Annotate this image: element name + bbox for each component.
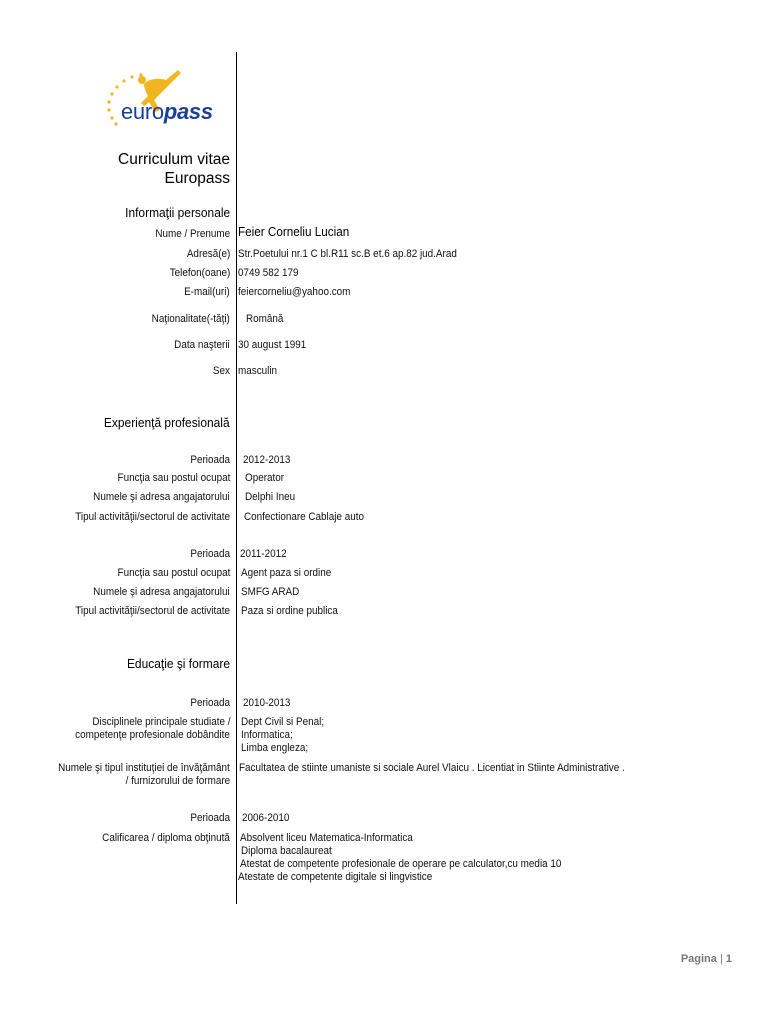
value-nationality: Română <box>246 313 284 325</box>
page-label: Pagina <box>680 953 717 965</box>
page-number: 1 <box>725 953 732 965</box>
label-address: Adresă(e) <box>186 248 230 260</box>
value-position: Operator <box>245 472 285 484</box>
title-line-2: Europass <box>164 170 230 187</box>
label-position: Funcţia sau postul ocupat <box>117 472 230 484</box>
value-employer: Delphi Ineu <box>245 491 296 503</box>
value-sector: Paza si ordine publica <box>241 605 338 617</box>
value-subject: Dept Civil si Penal; <box>241 716 325 728</box>
value-birth-date: 30 august 1991 <box>238 339 307 351</box>
section-heading-personal: Informaţii personale <box>124 205 230 220</box>
label-period: Perioada <box>190 454 230 466</box>
label-position: Funcţia sau postul ocupat <box>117 567 230 579</box>
value-sex: masculin <box>238 365 278 377</box>
label-institution-line-2: / furnizorului de formare <box>125 775 230 787</box>
label-period: Perioada <box>190 548 230 560</box>
column-divider <box>236 52 237 904</box>
label-nationality: Naţionalitate(-tăţi) <box>151 313 230 325</box>
value-period: 2006-2010 <box>242 812 290 824</box>
value-name: Feier Corneliu Lucian <box>238 224 350 239</box>
label-institution-line-1: Numele şi tipul instituţiei de învăţământ <box>58 762 230 774</box>
value-email: feiercorneliu@yahoo.com <box>238 286 351 298</box>
page-number-footer <box>681 953 732 965</box>
label-employer: Numele şi adresa angajatorului <box>93 586 230 598</box>
title-line-1: Curriculum vitae <box>118 151 230 168</box>
value-employer: SMFG ARAD <box>241 586 300 598</box>
label-phone: Telefon(oane) <box>169 267 230 279</box>
value-address: Str.Poetului nr.1 C bl.R11 sc.B et.6 ap.82 jud.Arad <box>238 248 457 260</box>
label-employer: Numele şi adresa angajatorului <box>93 491 230 503</box>
value-qualification: Atestat de competente profesionale de operare pe calculator,cu media 10 <box>240 858 562 870</box>
label-period: Perioada <box>190 697 230 709</box>
section-heading-experience: Experienţă profesională <box>104 415 230 430</box>
value-qualification: Diploma bacalaureat <box>241 845 332 857</box>
value-institution: Facultatea de stiinte umaniste si sociale Aurel Vlaicu . Licentiat in Stiinte Administrative . <box>239 762 625 774</box>
label-subjects-line-1: Disciplinele principale studiate / <box>91 716 230 728</box>
label-email: E-mail(uri) <box>184 286 230 298</box>
value-qualification: Absolvent liceu Matematica-Informatica <box>240 832 413 844</box>
label-period: Perioada <box>190 812 230 824</box>
value-period: 2011-2012 <box>240 548 287 560</box>
value-subject: Informatica; <box>241 729 293 741</box>
europass-logo <box>104 66 224 130</box>
document-title <box>118 150 230 188</box>
label-sector: Tipul activităţii/sectorul de activitate <box>75 605 230 617</box>
label-subjects-line-2: competenţe profesionale dobândite <box>75 729 230 741</box>
europass-wordmark: europass <box>121 99 213 124</box>
value-phone: 0749 582 179 <box>238 267 299 279</box>
label-qualification: Calificarea / diploma obţinută <box>102 832 230 844</box>
label-sector: Tipul activităţii/sectorul de activitate <box>75 511 230 523</box>
value-subject: Limba engleza; <box>241 742 309 754</box>
section-heading-education: Educaţie şi formare <box>126 656 230 671</box>
value-period: 2012-2013 <box>243 454 291 466</box>
page-separator: | <box>719 953 723 965</box>
label-sex: Sex <box>212 365 230 377</box>
value-period: 2010-2013 <box>243 697 291 709</box>
label-name: Nume / Prenume <box>155 228 230 240</box>
value-qualification: Atestate de competente digitale si lingvistice <box>238 871 433 883</box>
value-position: Agent paza si ordine <box>241 567 332 579</box>
value-sector: Confectionare Cablaje auto <box>244 511 364 523</box>
label-birth-date: Data naşterii <box>174 339 230 351</box>
